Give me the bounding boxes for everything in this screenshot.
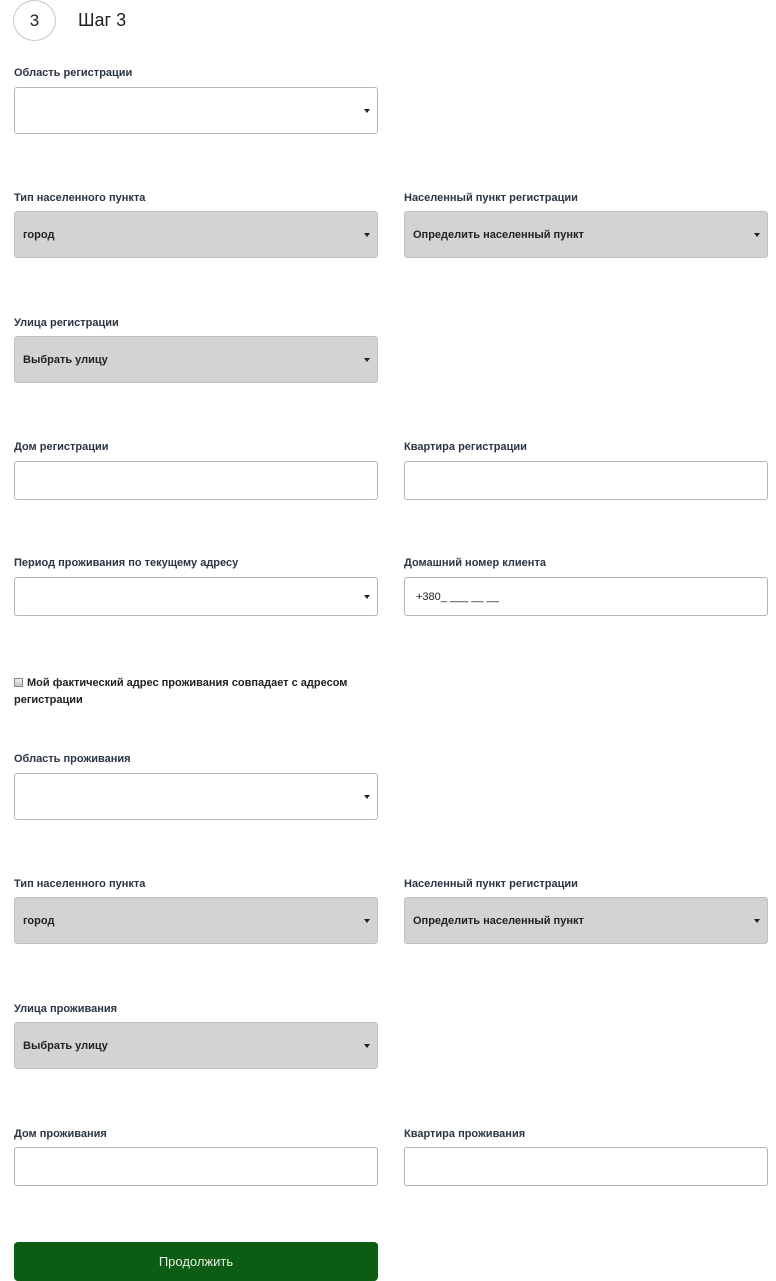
registration-street-value: Выбрать улицу (23, 353, 108, 366)
same-address-checkbox-row[interactable] (14, 675, 354, 709)
chevron-down-icon (364, 919, 370, 923)
home-phone-input[interactable] (404, 577, 768, 616)
registration-locality-label: Населенный пункт регистрации (404, 192, 578, 204)
residence-street-value: Выбрать улицу (23, 1039, 108, 1052)
chevron-down-icon (364, 595, 370, 599)
registration-locality-type-value: город (23, 228, 55, 241)
registration-street-label: Улица регистрации (14, 317, 119, 329)
residence-region-select[interactable] (14, 773, 378, 820)
registration-apartment-input[interactable] (404, 461, 768, 500)
same-address-checkbox-label: Мой фактический адрес проживания совпадает с адресом регистрации (14, 677, 348, 706)
home-phone-label: Домашний номер клиента (404, 557, 546, 569)
chevron-down-icon (364, 358, 370, 362)
residence-house-label: Дом проживания (14, 1128, 107, 1140)
residence-region-label: Область проживания (14, 753, 131, 765)
residence-locality-type-value: город (23, 914, 55, 927)
residence-house-input[interactable] (14, 1147, 378, 1186)
chevron-down-icon (364, 109, 370, 113)
residence-locality-select[interactable] (404, 897, 768, 944)
chevron-down-icon (364, 795, 370, 799)
residence-apartment-input[interactable] (404, 1147, 768, 1186)
registration-locality-value: Определить населенный пункт (413, 228, 584, 241)
residence-locality-value: Определить населенный пункт (413, 914, 584, 927)
residence-locality-type-select[interactable] (14, 897, 378, 944)
residence-locality-label: Населенный пункт регистрации (404, 878, 578, 890)
registration-street-select[interactable] (14, 336, 378, 383)
step-title: Шаг 3 (78, 10, 127, 30)
residence-period-label: Период проживания по текущему адресу (14, 557, 239, 569)
registration-region-select[interactable] (14, 87, 378, 134)
home-phone-value: +380_ ___ __ __ (416, 590, 499, 603)
residence-street-label: Улица проживания (14, 1003, 118, 1015)
residence-street-select[interactable] (14, 1022, 378, 1069)
registration-region-label: Область регистрации (14, 67, 133, 79)
registration-house-label: Дом регистрации (14, 441, 109, 453)
registration-house-input[interactable] (14, 461, 378, 500)
registration-apartment-label: Квартира регистрации (404, 441, 527, 453)
continue-button[interactable]: Продолжить (14, 1242, 378, 1281)
same-address-checkbox[interactable] (14, 678, 23, 687)
chevron-down-icon (364, 233, 370, 237)
registration-locality-type-label: Тип населенного пункта (14, 192, 146, 204)
step-number-badge: 3 (13, 0, 56, 41)
registration-locality-select[interactable] (404, 211, 768, 258)
residence-period-select[interactable] (14, 577, 378, 616)
residence-locality-type-label: Тип населенного пункта (14, 878, 146, 890)
chevron-down-icon (754, 919, 760, 923)
chevron-down-icon (754, 233, 760, 237)
chevron-down-icon (364, 1044, 370, 1048)
residence-apartment-label: Квартира проживания (404, 1128, 526, 1140)
registration-locality-type-select[interactable] (14, 211, 378, 258)
